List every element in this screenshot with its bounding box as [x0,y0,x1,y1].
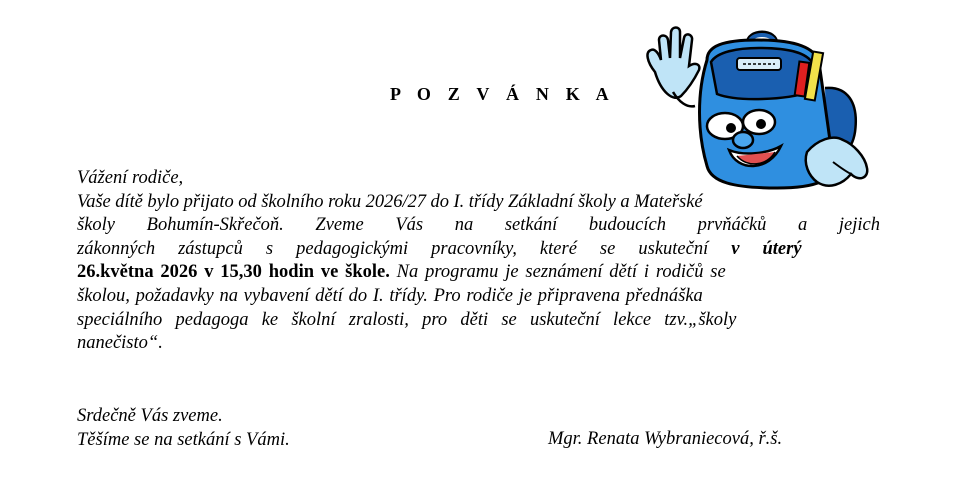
letter-line: školou, požadavky na vybavení dětí do I. třídy. Pro rodiče je připravena přednáška [77,285,703,306]
letter-line-with-date [77,261,880,285]
signature: Mgr. Renata Wybraniecová, ř.š. [548,429,783,449]
waving-glove-icon [648,28,700,107]
letter-line: Vaše dítě bylo přijato od školního roku 2026/27 do I. třídy Základní školy a Mateřské [77,191,703,212]
page-title: P O Z V Á N K A [390,84,615,104]
meeting-day: v úterý [731,238,802,259]
letter-line: speciálního pedagoga ke školní zralosti, pro děti se uskuteční lekce tzv.„školy [77,309,737,330]
meeting-date-time: 26.května 2026 v 15,30 hodin ve škole. [77,262,390,283]
letter-body [77,167,880,356]
closing-line: Těšíme se na setkání s Vámi. [77,429,290,450]
letter-line-text: zákonných zástupců s pedagogickými pracovníky, které se uskuteční [77,238,709,259]
closing-line: Srdečně Vás zveme. [77,406,223,426]
letter-line-text: Na programu je seznámení dětí i rodičů se [396,262,726,283]
closing [77,405,290,452]
letter-line: nanečisto“. [77,333,163,354]
letter-line-text: školy Bohumín-Skřečoň. Zveme Vás na setkání budoucích prvňáčků a jejich [77,215,880,236]
letter-line-with-date [77,238,880,262]
letter-line [77,214,880,238]
salutation: Vážení rodiče, [77,168,184,188]
